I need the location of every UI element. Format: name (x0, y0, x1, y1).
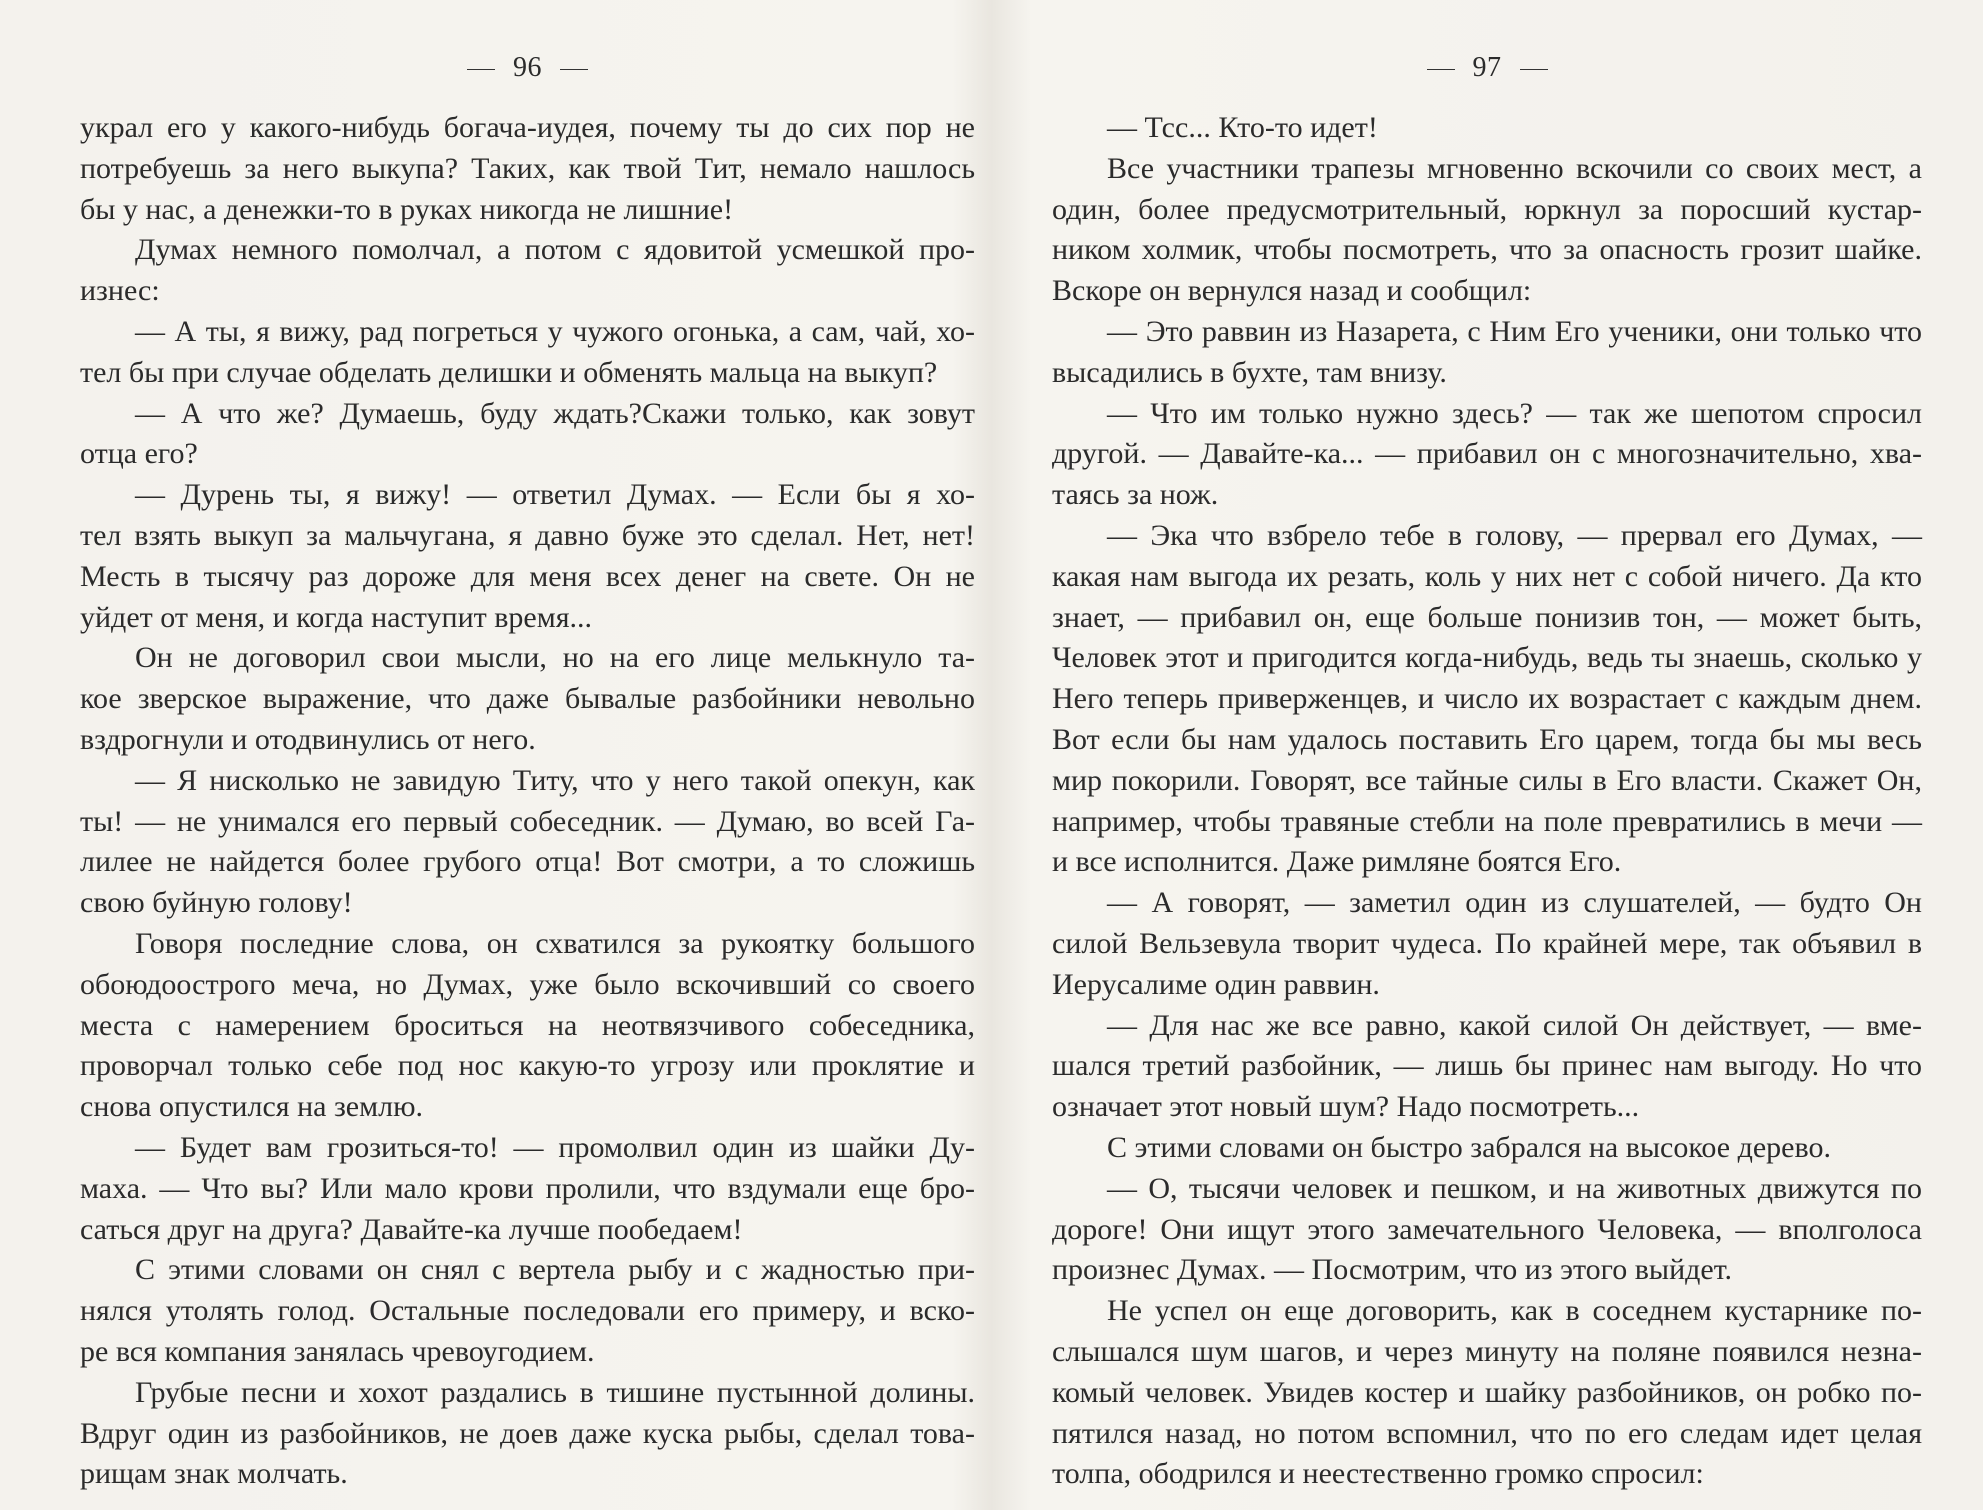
text-line: силой Вельзевула творит чудеса. По крайней мере, так объявил в (1052, 926, 1922, 960)
text-line: пятился назад, но потом вспомнил, что по его следам идет целая (1052, 1416, 1922, 1450)
text-line: Не успел он еще договорить, как в соседнем кустарнике по- (1107, 1294, 1922, 1328)
text-line: места с намерением броситься на неотвязчивого собеседника, (80, 1008, 975, 1042)
text-line: ре вся компания занялась чревоугодием. (80, 1334, 595, 1368)
text-line: свою буйную голову! (80, 886, 353, 920)
text-line: Он не договорил свои мысли, но на его лице мелькнуло та- (135, 641, 975, 675)
text-line: проворчал только себе под нос какую-то угрозу или проклятие и (80, 1049, 975, 1083)
text-line: и все исполнится. Даже римляне боятся Его. (1052, 845, 1622, 879)
text-line: — Дурень ты, я вижу! — ответил Думах. — Если бы я хо- (135, 478, 975, 512)
right-page (1052, 0, 1922, 1510)
text-line: — Для нас же все равно, какой силой Он действует, — вме- (1107, 1008, 1922, 1042)
text-line: дороге! Они ищут этого замечательного Человека, — вполголоса (1052, 1212, 1922, 1246)
text-line: украл его у какого-нибудь богача-иудея, почему ты до сих пор не (80, 111, 975, 144)
text-line: изнес: (80, 274, 160, 308)
folio-dash (467, 69, 495, 70)
text-line: С этими словами он быстро забрался на высокое дерево. (1107, 1130, 1831, 1164)
left-page-text (80, 108, 975, 1495)
text-line: слышался шум шагов, и через минуту на поляне появился незна- (1052, 1334, 1922, 1368)
text-line: маха. — Что вы? Или мало крови пролили, что вздумали еще бро- (80, 1171, 975, 1205)
text-line: высадились в бухте, там внизу. (1052, 355, 1447, 389)
text-line: толпа, ободрился и неестественно громко спросил: (1052, 1457, 1704, 1491)
text-line: обоюдоострого меча, но Думах, уже было вскочивший со своего (80, 967, 975, 1001)
text-line: — А что же? Думаешь, буду ждать?Скажи только, как зовут (135, 396, 975, 430)
text-line: тел бы при случае обделать делишки и обменять мальца на выкуп? (80, 355, 938, 389)
left-page (80, 0, 975, 1510)
text-line: Человек этот и пригодится когда-нибудь, ведь ты знаешь, сколько у (1052, 641, 1922, 675)
text-line: комый человек. Увидев костер и шайку разбойников, он робко по- (1052, 1375, 1922, 1409)
text-line: произнес Думах. — Посмотрим, что из этого выйдет. (1052, 1253, 1733, 1287)
right-page-text (1052, 108, 1922, 1495)
text-line: потребуешь за него выкупа? Таких, как твой Тит, немало нашлось (80, 151, 975, 185)
text-line: какая нам выгода их резать, коль у них нет с собой ничего. Да кто (1052, 559, 1922, 593)
text-line: ты! — не унимался его первый собеседник. — Думаю, во всей Га- (80, 804, 975, 838)
text-line: вздрогнули и отодвинулись от него. (80, 722, 536, 756)
text-line: например, чтобы травяные стебли на поле превратились в мечи — (1052, 804, 1922, 838)
text-line: — Эка что взбрело тебе в голову, — прервал его Думах, — (1107, 518, 1922, 552)
text-line: — Я нисколько не завидую Титу, что у него такой опекун, как (135, 763, 975, 797)
page-number-left (80, 52, 975, 84)
text-line: тел взять выкуп за мальчугана, я давно буже это сделал. Нет, нет! (80, 518, 975, 552)
text-line: таясь за нож. (1052, 478, 1219, 512)
text-line: ником холмик, чтобы посмотреть, что за опасность грозит шайке. (1052, 233, 1922, 267)
text-line: — Это раввин из Назарета, с Ним Его ученики, они только что (1107, 314, 1922, 348)
text-line: С этими словами он снял с вертела рыбу и с жадностью при- (135, 1253, 975, 1287)
text-line: Иерусалиме один раввин. (1052, 967, 1380, 1001)
text-line: Говоря последние слова, он схватился за рукоятку большого (135, 926, 975, 960)
text-line: — Будет вам грозиться-то! — промолвил один из шайки Ду- (135, 1130, 975, 1164)
text-line: Вдруг один из разбойников, не доев даже куска рыбы, сделал това- (80, 1416, 975, 1450)
text-line: знает, — прибавил он, еще больше понизив тон, — может быть, (1052, 600, 1922, 634)
folio-dash (1520, 69, 1548, 70)
text-line: один, более предусмотрительный, юркнул за поросший кустар- (1052, 192, 1922, 226)
text-line: Думах немного помолчал, а потом с ядовитой усмешкой про- (135, 233, 975, 267)
text-line: Все участники трапезы мгновенно вскочили со своих мест, а (1107, 151, 1922, 185)
folio-dash (560, 69, 588, 70)
text-line: другой. — Давайте-ка... — прибавил он с многозначительно, хва- (1052, 437, 1922, 471)
text-line: — А говорят, — заметил один из слушателей, — будто Он (1107, 886, 1922, 920)
text-line: кое зверское выражение, что даже бывалые разбойники невольно (80, 682, 975, 716)
text-line: Вот если бы нам удалось поставить Его царем, тогда бы мы весь (1052, 722, 1922, 756)
page-number-right (1052, 52, 1922, 84)
text-line: — Что им только нужно здесь? — так же шепотом спросил (1107, 396, 1922, 430)
text-line: — А ты, я вижу, рад погреться у чужого огонька, а сам, чай, хо- (135, 314, 975, 348)
folio-dash (1427, 69, 1455, 70)
text-line: мир покорили. Говорят, все тайные силы в Его власти. Скажет Он, (1052, 763, 1922, 797)
text-line: нялся утолять голод. Остальные последовали его примеру, и вско- (80, 1294, 975, 1328)
text-line: Грубые песни и хохот раздались в тишине пустынной долины. (135, 1375, 975, 1409)
page-number-text: 97 (1472, 52, 1502, 83)
page-number-text: 96 (513, 52, 542, 83)
text-line: уйдет от меня, и когда наступит время... (80, 600, 592, 634)
text-line: Месть в тысячу раз дороже для меня всех денег на свете. Он не (80, 559, 975, 593)
text-line: лилее не найдется более грубого отца! Вот смотри, а то сложишь (80, 845, 975, 879)
text-line: Него теперь приверженцев, и число их возрастает с каждым днем. (1052, 682, 1922, 716)
text-line: отца его? (80, 437, 198, 471)
text-line: означает этот новый шум? Надо посмотреть... (1052, 1090, 1640, 1124)
text-line: — Тсс... Кто-то идет! (1107, 111, 1378, 144)
text-line: шался третий разбойник, — лишь бы принес нам выгоду. Но что (1052, 1049, 1922, 1083)
text-line: — О, тысячи человек и пешком, и на животных движутся по (1107, 1171, 1922, 1205)
text-line: снова опустился на землю. (80, 1090, 423, 1124)
text-line: рищам знак молчать. (80, 1457, 348, 1491)
text-line: Вскоре он вернулся назад и сообщил: (1052, 274, 1532, 308)
text-line: саться друг на друга? Давайте-ка лучше пообедаем! (80, 1212, 743, 1246)
text-line: бы у нас, а денежки-то в руках никогда не лишние! (80, 192, 734, 226)
